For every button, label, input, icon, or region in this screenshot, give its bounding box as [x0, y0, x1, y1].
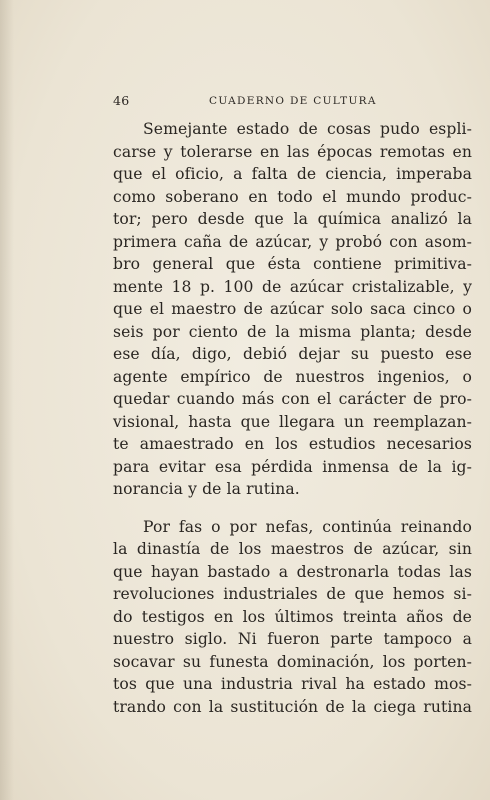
text-line: socavar su funesta dominación, los porten- — [113, 652, 472, 671]
text-line: primera caña de azúcar, y probó con asom- — [113, 232, 472, 251]
binding-shadow — [0, 0, 14, 800]
text-line: tor; pero desde que la química analizó la — [113, 210, 472, 228]
page-number: 46 — [113, 93, 130, 108]
text-line: te amaestrado en los estudios necesarios — [113, 435, 472, 453]
text-line: como soberano en todo el mundo produc- — [113, 187, 472, 206]
text-line: norancia y de la rutina. — [113, 480, 300, 498]
text-line: para evitar esa pérdida inmensa de la ig- — [113, 457, 472, 476]
running-head: CUADERNO DE CULTURA — [209, 95, 377, 107]
text-line: nuestro siglo. Ni fueron parte tampoco a — [113, 630, 472, 648]
text-line: Por fas o por nefas, continúa reinando — [143, 517, 472, 536]
text-line: ese día, digo, debió dejar su puesto ese — [113, 345, 472, 363]
text-line: que el oficio, a falta de ciencia, imperaba — [113, 165, 472, 183]
text-line: visional, hasta que llegara un reemplazan- — [113, 412, 472, 431]
text-line: carse y tolerarse en las épocas remotas en — [113, 142, 472, 161]
text-line: agente empírico de nuestros ingenios, o — [113, 367, 472, 386]
text-line: que el maestro de azúcar solo saca cinco o — [113, 300, 472, 318]
text-line: seis por ciento de la misma planta; desde — [113, 322, 472, 341]
text-line: mente 18 p. 100 de azúcar cristalizable, y — [113, 277, 472, 296]
text-line: quedar cuando más con el carácter de pro- — [113, 390, 472, 408]
body-text — [113, 118, 472, 718]
paragraph-gap — [113, 501, 472, 516]
text-line: bro general que ésta contiene primitiva- — [113, 255, 472, 273]
page-header — [113, 93, 473, 109]
paragraph — [113, 118, 472, 501]
text-line: trando con la sustitución de la ciega rutina — [113, 697, 472, 716]
text-line: do testigos en los últimos treinta años de — [113, 607, 472, 626]
paragraph — [113, 516, 472, 719]
text-line: que hayan bastado a destronarla todas las — [113, 562, 472, 581]
text-line: tos que una industria rival ha estado mos- — [113, 675, 472, 693]
text-line: la dinastía de los maestros de azúcar, sin — [113, 540, 472, 558]
text-line: revoluciones industriales de que hemos si- — [113, 585, 472, 603]
text-line: Semejante estado de cosas pudo espli- — [143, 120, 472, 138]
